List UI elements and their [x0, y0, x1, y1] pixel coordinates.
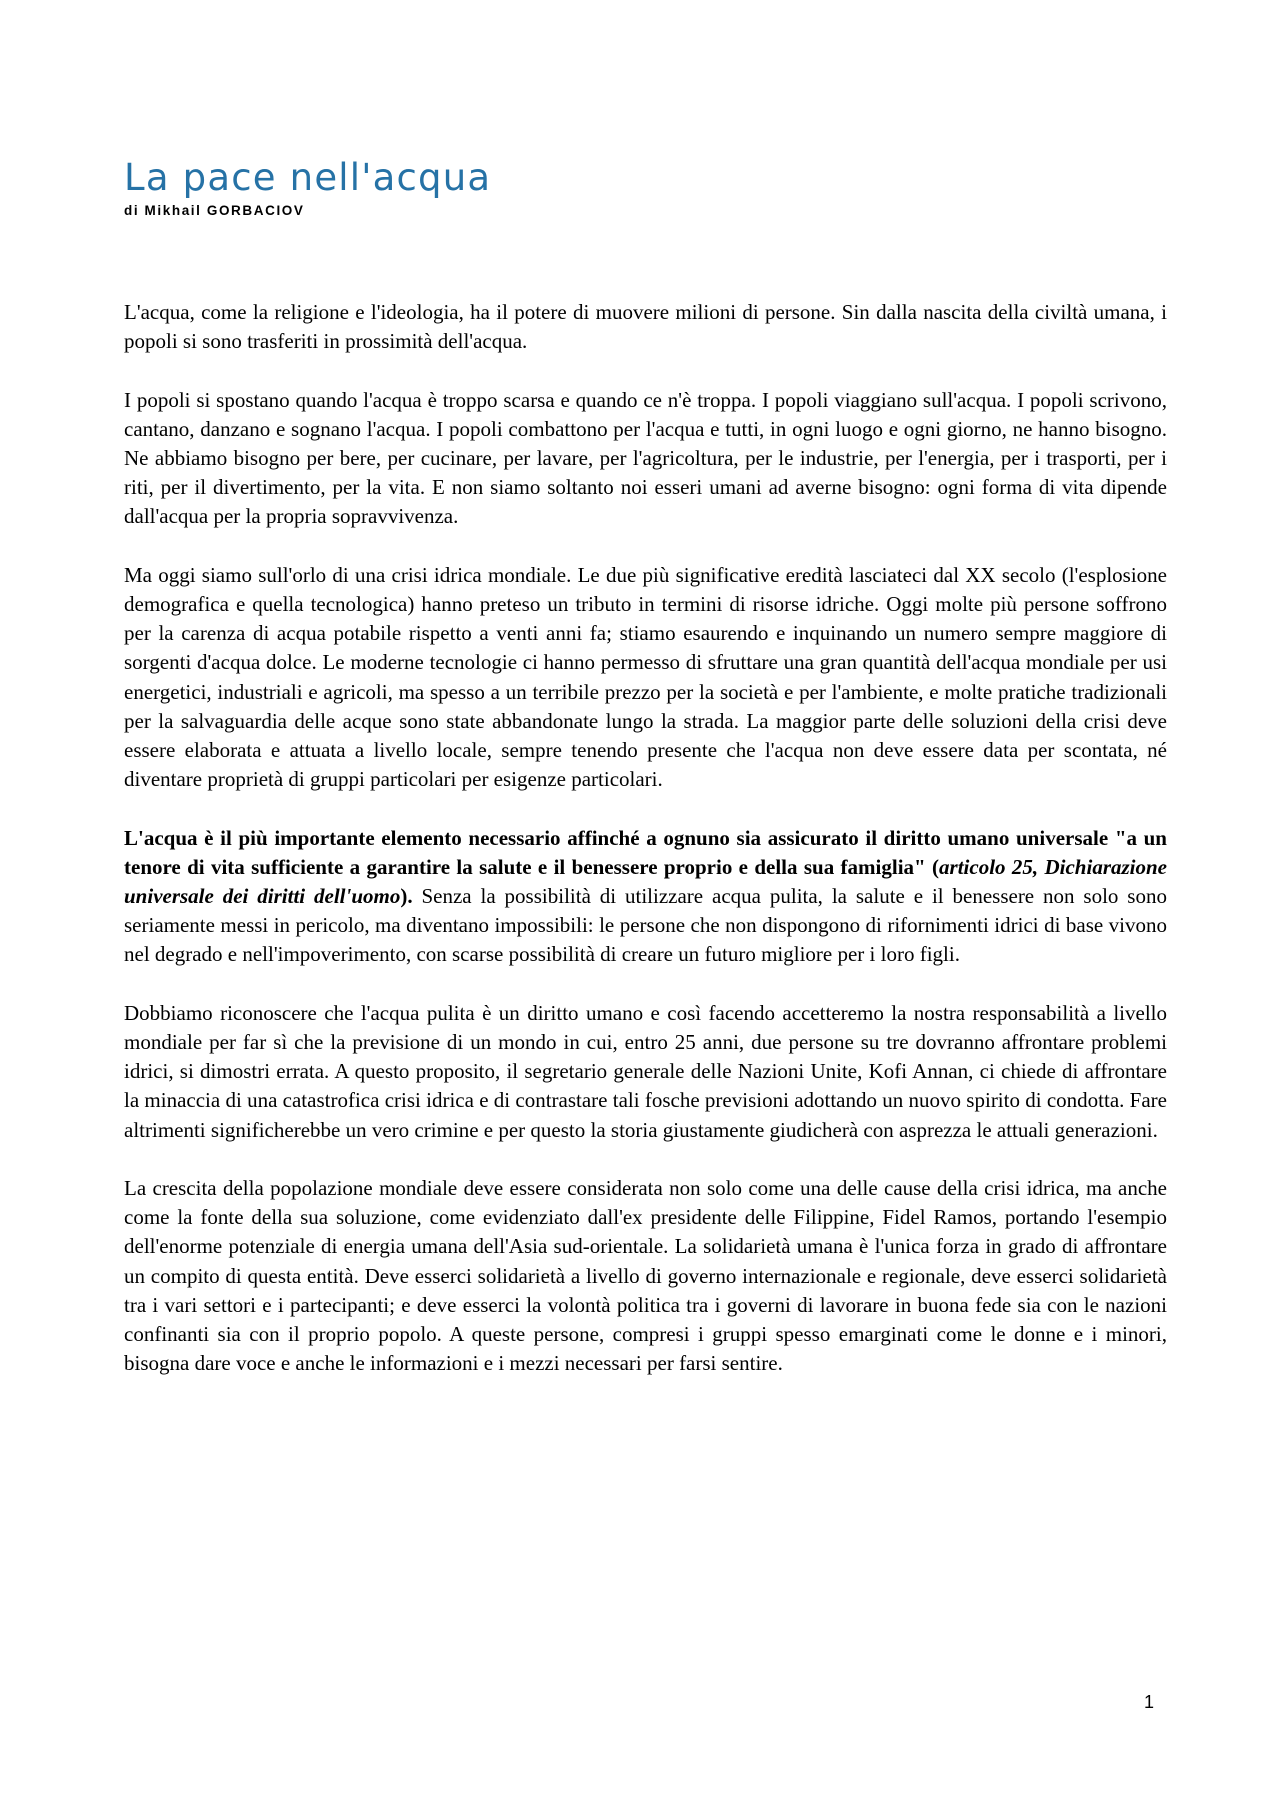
paragraph-2: I popoli si spostano quando l'acqua è troppo scarsa e quando ce n'è troppa. I popoli viaggiano sull'acqua. I popoli scrivono, cantano, danzano e sognano l'acqua. I popoli combattono per l'acqua e tutti, in ogni luogo e ogni giorno, ne hanno bisogno. Ne abbiamo bisogno per bere, per cucinare, per lavare, per l'agricoltura, per le industrie, per l'energia, per i trasporti, per i riti, per il divertimento, per la vita. E non siamo soltanto noi esseri umani ad averne bisogno: ogni forma di vita dipende dall'acqua per la propria sopravvivenza.: [124, 387, 1167, 529]
paragraph-4-citation: articolo 25, Dichiarazione universale dei diritti dell'uomo: [124, 854, 1167, 909]
paragraph-4: [124, 824, 1167, 970]
author-byline: di Mikhail GORBACIOV: [124, 203, 305, 218]
paragraph-4-rest: Senza la possibilità di utilizzare acqua pulita, la salute e il benessere non solo sono seriamente messi in pericolo, ma diventano impossibili: le persone che non dispongono di rifornimenti idrici di base vivono nel degrado e nell'impoverimento, con scarse possibilità di creare un futuro migliore per i loro figli.: [124, 884, 1167, 967]
paragraph-3: Ma oggi siamo sull'orlo di una crisi idrica mondiale. Le due più significative eredità lasciateci dal XX secolo (l'esplosione demografica e quella tecnologica) hanno preteso un tributo in termini di risorse idriche. Oggi molte più persone soffrono per la carenza di acqua potabile rispetto a venti anni fa; stiamo esaurendo e inquinando un numero sempre maggiore di sorgenti d'acqua dolce. Le moderne tecnologie ci hanno permesso di sfruttare una gran quantità dell'acqua mondiale per usi energetici, industriali e agricoli, ma spesso a un terribile prezzo per la società e per l'ambiente, e molte pratiche tradizionali per la salvaguardia delle acque sono state abbandonate lungo la strada. La maggior parte delle soluzioni della crisi deve essere elaborata e attuata a livello locale, sempre tenendo presente che l'acqua non deve essere data per scontata, né diventare proprietà di gruppi particolari per esigenze particolari.: [124, 562, 1167, 792]
document-page: [124, 156, 1167, 1408]
paragraph-6: La crescita della popolazione mondiale deve essere considerata non solo come una delle cause della crisi idrica, ma anche come la fonte della sua soluzione, come evidenziato dall'ex presidente delle Filippine, Fidel Ramos, portando l'esempio dell'enorme potenziale di energia umana dell'Asia sud-orientale. La solidarietà umana è l'unica forza in grado di affrontare un compito di questa entità. Deve esserci solidarietà a livello di governo internazionale e regionale, deve esserci solidarietà tra i vari settori e i partecipanti; e deve esserci la volontà politica tra i governi di lavorare in buona fede sia con le nazioni confinanti sia con il proprio popolo. A queste persone, compresi i gruppi spesso emarginati come le donne e i minori, bisogna dare voce e anche le informazioni e i mezzi necessari per farsi sentire.: [124, 1176, 1167, 1376]
paragraph-4-bold: L'acqua è il più importante elemento necessario affinché a ognuno sia assicurato il diritto umano universale "a un tenore di vita sufficiente a garantire la salute e il benessere proprio e della sua famiglia" (: [124, 825, 1167, 879]
paragraph-1: L'acqua, come la religione e l'ideologia, ha il potere di muovere milioni di persone. Sin dalla nascita della civiltà umana, i popoli si sono trasferiti in prossimità dell'acqua.: [124, 300, 1167, 354]
paragraph-4-bold-close: ).: [400, 884, 413, 909]
document-title: La pace nell'acqua: [124, 156, 492, 199]
article-body: [124, 298, 1167, 1378]
page-number: 1: [1144, 1692, 1155, 1712]
paragraph-5: Dobbiamo riconoscere che l'acqua pulita è un diritto umano e così facendo accetteremo la nostra responsabilità a livello mondiale per far sì che la previsione di un mondo in cui, entro 25 anni, due persone su tre dovranno affrontare problemi idrici, si dimostri errata. A questo proposito, il segretario generale delle Nazioni Unite, Kofi Annan, ci chiede di affrontare la minaccia di una catastrofica crisi idrica e di contrastare tali fosche previsioni adottando un nuovo spirito di condotta. Fare altrimenti significherebbe un vero crimine e per questo la storia giustamente giudicherà con asprezza le attuali generazioni.: [124, 1000, 1167, 1142]
